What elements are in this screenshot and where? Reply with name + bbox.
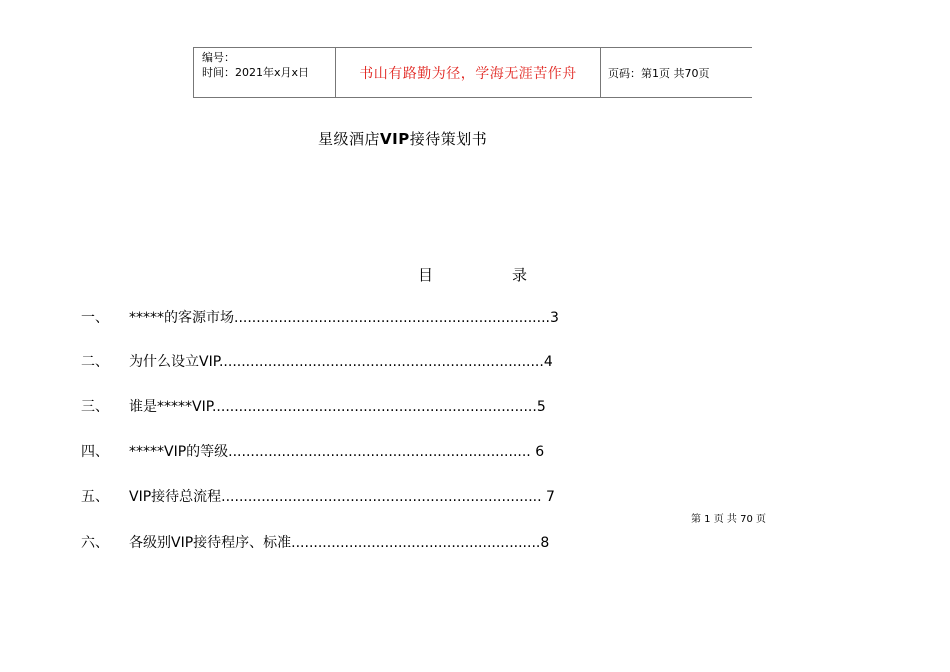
header-motto-cell — [336, 48, 601, 97]
toc-item-text: 为什么设立VIP.........................................................................4 — [129, 354, 553, 370]
title-prefix: 星级酒店 — [318, 130, 381, 148]
document-title — [318, 128, 487, 149]
toc-item[interactable] — [81, 396, 681, 418]
toc-item[interactable] — [81, 486, 681, 508]
title-vip: VIP — [380, 130, 410, 148]
toc-heading-left: 目 — [418, 266, 434, 284]
page-footer: 第 1 页 共 70 页 — [691, 514, 766, 525]
toc-item-number: 四、 — [81, 444, 109, 460]
page-info: 页码：第1页 共70页 — [608, 66, 710, 80]
toc-item-number: 五、 — [81, 489, 109, 505]
header-table — [193, 47, 752, 98]
toc-item[interactable] — [81, 532, 681, 554]
toc-item-number: 二、 — [81, 354, 109, 370]
toc-item-number: 三、 — [81, 399, 109, 415]
toc-item-text: 各级别VIP接待程序、标准........................................................8 — [129, 535, 550, 551]
toc-item-text: *****的客源市场.......................................................................3 — [129, 310, 559, 326]
toc-item-text: 谁是*****VIP.........................................................................5 — [129, 399, 546, 415]
toc-item-text: *****VIP的等级.................................................................... 6 — [129, 444, 545, 460]
toc-item-text: VIP接待总流程........................................................................ 7 — [129, 489, 555, 505]
toc-item[interactable] — [81, 441, 681, 463]
toc-item-number: 一、 — [81, 310, 109, 326]
toc-heading-right: 录 — [512, 266, 528, 284]
toc-item[interactable] — [81, 307, 681, 329]
header-page-cell — [601, 48, 752, 97]
motto-text: 书山有路勤为径，学海无涯苦作舟 — [359, 65, 577, 82]
toc-item[interactable] — [81, 351, 681, 373]
toc-item-number: 六、 — [81, 535, 109, 551]
title-suffix: 接待策划书 — [409, 130, 488, 148]
time-label: 时间：2021年x月x日 — [202, 66, 310, 79]
serial-label: 编号： — [202, 51, 235, 64]
header-meta-cell — [194, 48, 336, 97]
